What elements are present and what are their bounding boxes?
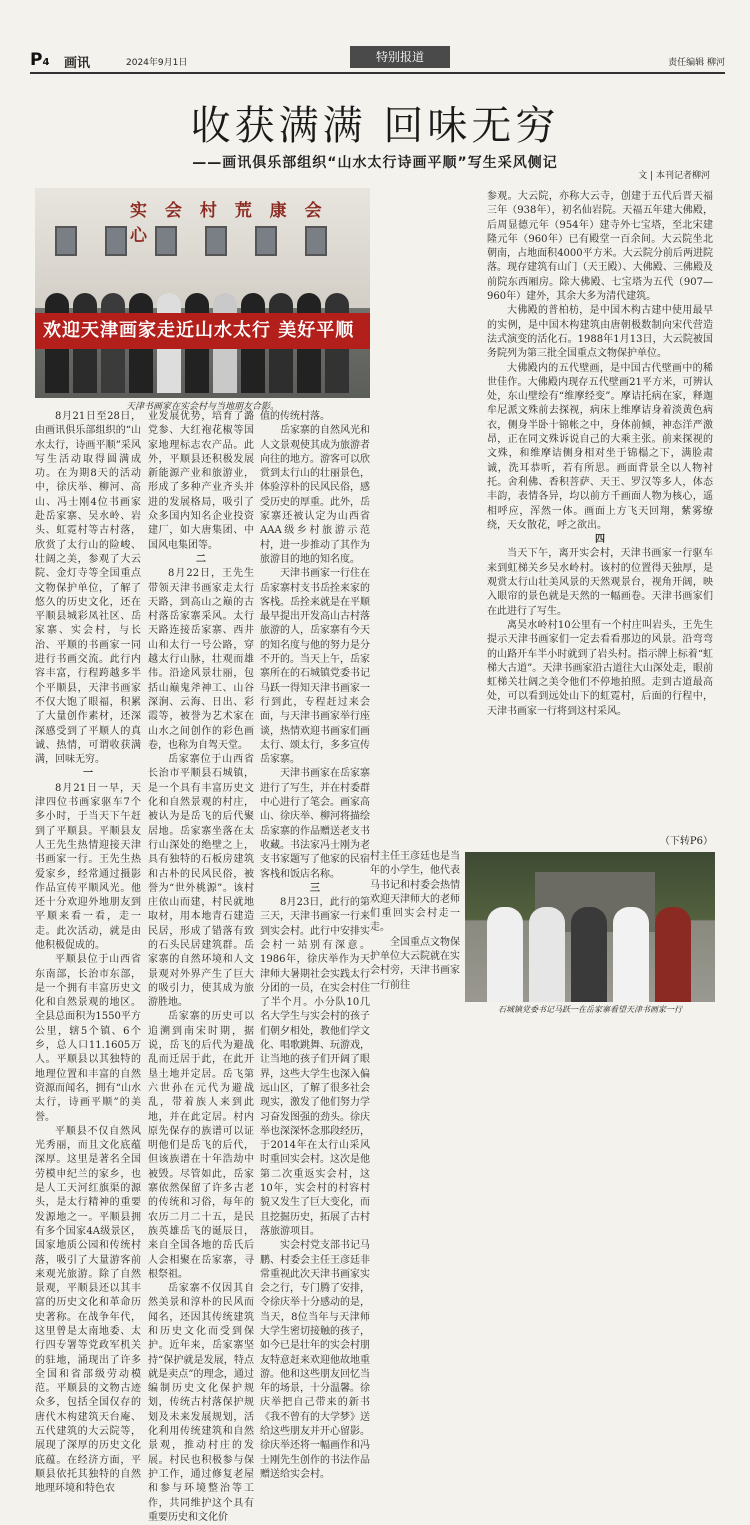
page-header <box>30 50 725 72</box>
photo-person <box>571 907 607 1002</box>
photo-person <box>529 907 565 1002</box>
page-number <box>30 50 49 70</box>
article-subtitle: ——画讯俱乐部组织“山水太行诗画平顺”写生采风侧记 <box>192 155 558 171</box>
photo-window <box>55 226 77 256</box>
paragraph: 岳家寨不仅因其自然美景和淳朴的民风而闻名，还因其传统建筑和历史文化而受到保护。近年来，岳家寨坚持“保护就是发展，特点就是卖点”的理念，通过编制历史文化保护规划，传统古村落保护规划及未来发展规划，活化利用传统建筑和自然景观，推动村庄的发展。村民也积极参与保护工作，通过修复老屋和参与环境整治等工作，共同维护这个具有重要历史和文化价 <box>148 1283 254 1523</box>
photo-window <box>155 226 177 256</box>
group-photo <box>35 188 370 398</box>
paragraph: 天津书画家一行住在岳家寨村支书岳拴来家的客栈。岳拴来就是在平顺最早提出开发高山古村落旅游的人，岳家寨有今天的知名度与他的努力是分不开的。当天上午，岳家寨所在的石城镇党委书记马跃一得知天津书画家一行到此，专程赶过来会面，与天津书画家举行座谈，热情欢迎书画家们画太行、颂太行，多多宣传岳家寨。 <box>260 568 370 766</box>
paragraph: 大佛殿的普柏枋，是中国木构古建中使用最早的实例，是中国木构建筑由唐朝极数制向宋代营造法式演变的活化石。1988年1月13日，大云院被国务院列为第三批全国重点文物保护单位。 <box>487 305 713 360</box>
paragraph: 岳家寨的历史可以追溯到南宋时期，据说，岳飞的后代为避战乱而迁居于此，在此开垦土地并定居。岳飞第六世孙在元代为避战乱，带着族人来到此地，并在此定居。村内原先保存的族谱可以证明他们是岳飞的后代，但该族谱在十年浩劫中被毁。尽管如此，岳家寨依然保留了许多古老的传统和习俗，每年的农历二月二十五，是民族英雄岳飞的诞辰日，来自全国各地的岳氏后人会相聚在岳家寨，寻根祭祖。 <box>148 1011 254 1280</box>
byline: 文 | 本刊记者柳河 <box>638 171 710 181</box>
paragraph: 8月22日，王先生带领天津书画家走太行天路，到高山之巅的古村落岳家寨采风。太行天路连接岳家寨、西井山和太行一号公路，穿越太行山脉，壮观而雄伟。沿途风景壮丽，包括山巅鬼斧神工、山谷深涧、云海、日出、彩霞等，被誉为艺术家在山水之间创作的彩色画卷，也称为自驾天堂。 <box>148 568 254 751</box>
photo-person <box>613 907 649 1002</box>
section-heading: 三 <box>310 882 320 894</box>
section-band: 特别报道 <box>350 46 450 68</box>
photo-banner: 欢迎天津画家走近山水太行 美好平顺 <box>35 313 370 349</box>
paragraph: 岳家寨的自然风光和人文景观使其成为旅游者向往的地方。游客可以欣赏到太行山的壮丽景色，体验淳朴的民风民俗，感受历史的厚重。此外，岳家寨还被认定为山西省AAA级乡村旅游示范村，进一步推动了其作为旅游目的地的知名度。 <box>260 425 370 565</box>
text-column-photo-side <box>370 850 460 1040</box>
text-column-1 <box>35 410 141 1495</box>
continued-note: （下转P6） <box>659 836 713 847</box>
paragraph: 8月21日一早，天津四位书画家驱车7个多小时，于当天下午赶到了平顺县。平顺县友人王先生热情迎接天津书画家一行。王先生热爱家乡，经常通过摄影作品宣传平顺风光。他还十分欢迎外地朋友到平顺来看一看，走一走。此次活动，就是由他积极促成的。 <box>35 782 141 951</box>
paragraph: 全国重点文物保护单位大云院就在实会村旁，天津书画家一行前往 <box>370 936 460 991</box>
article-title: 收获满满 回味无穷 <box>190 103 560 149</box>
paragraph: 参观。大云院，亦称大云寺，创建于五代后晋天福三年（938年），初名仙岩院。天福五年建大佛殿，后周显德元年（954年）建寺外七宝塔，至北宋建隆元年（960年）已有殿堂一百余间。大云院坐北朝南，占地面积4000平方米。大云院分前后两进院落。现存建筑有山门（天王殿）、大佛殿、三佛殿及前院东西厢房。除大佛殿、七宝塔为五代（907—960年）建外，其余大多为清代建筑。 <box>487 191 713 303</box>
section-heading: 四 <box>595 534 605 546</box>
paragraph: 村主任王彦廷也是当年的小学生，他代表马书记和村委会热情欢迎天津师大的老师们重回实会村走一走。 <box>370 851 460 934</box>
photo-person <box>655 907 691 1002</box>
page-number-digit: 4 <box>42 57 50 68</box>
paragraph: 值的传统村落。 <box>260 411 330 422</box>
text-column-3 <box>260 410 370 1480</box>
page-number-letter: P <box>30 50 43 70</box>
text-column-5 <box>487 190 713 845</box>
photo-window <box>255 226 277 256</box>
paragraph: 天津书画家在岳家寨进行了写生，并在村委群中心进行了笔会。画家高山、徐庆举、柳河将描绘岳家寨的作品赠送老支书收藏。书法家冯士刚为老支书家题写了他家的民宿客栈和饭店名称。 <box>260 768 370 880</box>
paragraph: 当天下午，离开实会村，天津书画家一行驱车来到虹梯关乡吴水岭村。该村的位置得天独厚，是观赏太行山壮美风景的天然观景台，视角开阔，映入眼帘的景色就是天然的一幅画卷。天津书画家们在此进行了写生。 <box>487 548 713 617</box>
paragraph: 8月23日，此行的第三天，天津书画家一行来到实会村。此行中安排实会村一站别有深意。1986年，徐庆举作为天津师大暑期社会实践太行分团的一员，在实会村住了半个月。小分队10几名大学生与实会村的孩子们朝夕相处，教他们学文化、唱歌跳舞、玩游戏，让当地的孩子们开阔了眼界，这些大学生也深入偏远山区，了解了很多社会现实，激发了他们努力学习奋发图强的劲头。徐庆举也深深怀念那段经历，于2014年在太行山采风时重回实会村。这次是他第二次重返实会村，这10年，实会村的村容村貌又发生了巨大变化，而且挖掘历史，拓展了古村落旅游项目。 <box>260 897 370 1237</box>
paragraph: 平顺县位于山西省东南部，长治市东部，是一个拥有丰富历史文化和自然景观的地区。全县总面积为1550平方公里，辖5个镇、6个乡，总人口11.1605万人。平顺县以其独特的地理位置和丰富的自然资源而闻名，拥有“山水太行，诗画平顺”的美誉。 <box>35 954 141 1123</box>
visit-photo <box>465 852 715 1002</box>
photo-window <box>105 226 127 256</box>
paragraph: 平顺县不仅自然风光秀丽，而且文化底蕴深厚。这里是著名全国劳模申纪兰的家乡，也是人工天河红旗渠的源头，是太行精神的重要发源地之一。平顺县拥有多个国家4A级景区，国家地质公园和传统村落，吸引了大量游客前来观光旅游。除了自然景观，平顺县还以其丰富的历史文化和革命历史著称。在战争年代，这里曾是太南地委、太行四专署等党政军机关的驻地，涌现出了许多全国和省部级劳动模范。平顺县的文物古迹众多，包括全国仅存的唐代木构建筑天台庵、五代建筑的大云院等，展现了深厚的历史文化底蕴。在经济方面，平顺县依托其独特的自然地理环境和特色农 <box>35 1125 141 1495</box>
photo-person <box>487 907 523 1002</box>
section-heading: 一 <box>83 768 93 780</box>
section-name: 画讯 <box>64 56 91 71</box>
paragraph: 离吴水岭村10公里有一个村庄叫岩头，王先生提示天津书画家们一定去看看那边的风景。沿弯弯的山路开车半小时就到了岩头村。指示牌上标着“虹梯大古道”。天津书画家沿古道往大山深处走，眼前虹梯关壮阔之美令他们不停地拍照。走到古道最高处，可以看到远处山下的虹霓村，后面的行程中，天津书画家一行将到这村采风。 <box>487 619 713 717</box>
text-column-2 <box>148 410 254 1523</box>
photo-caption: 天津书画家在实会村与当地朋友合影。 <box>125 402 279 412</box>
photo-window <box>305 226 327 256</box>
photo-caption: 石城镇党委书记马跃一在岳家寨看望天津书画家一行 <box>498 1005 682 1014</box>
paragraph: 8月21日至28日，由画讯俱乐部组织的“山水太行，诗画平顺”采风写生活动取得圆满成功。在为期8天的活动中，徐庆举、柳河、高山、冯士刚4位书画家赴岳家寨、吴水岭、岩头、虹霓村等古村落，欣赏了太行山的险峻、壮阔之美，参观了大云院、金灯寺等全国重点文物保护单位，了解了悠久的历史文化，还在平顺县城彩凤社区、岳家寨、实会村，与长治、平顺的书画家一同进行书画交流。此行内容丰富，行程跨越多半个平顺县，天津书画家不仅大饱了眼福，积累了大量创作素材，还深深感受到了平顺人的真诚、热情，可谓收获满满，回味无穷。 <box>35 411 141 766</box>
photo-building-sign: 实 会 村 荒 康 会 心 <box>130 201 328 246</box>
paragraph: 大佛殿内的五代壁画，是中国古代壁画中的稀世佳作。大佛殿内现存五代壁画21平方米，可辨认处，东山壁绘有“维摩经变”。摩诘托病在家，释迦牟尼派文殊前去探视，病床上维摩诘身着淡黄色病衣，侧身半卧十锦帐之中，身体前倾，神态洋严激昂，正在同文殊诉说自己的大乘主张。前来探视的文殊，和维摩诘侧身相对坐于锦榻之下，满脸肃诚，洗耳恭听，若有所思。画面背景全以人物衬托。舍利佛、香积菩萨、天王、罗汉等多人，体态丰韵，表情各异，均以前方千画面人物为核心，遥相呼应，浑然一体。画面上方飞天回翔，紫雾缭绕，天女散花，呼之欲出。 <box>487 362 713 531</box>
paragraph: 岳家寨位于山西省长治市平顺县石城镇，是一个具有丰富历史文化和自然景观的村庄，被认为是岳飞的后代聚居地。岳家寨坐落在太行山深处的绝壁之上，具有独特的石板房建筑和古朴的民风民俗，被誉为“世外桃源”。该村庄依山而建，村民就地取材，用本地青石建造民居，形成了错落有致的石头民居建筑群。岳家寨的自然环境和人文景观对外界产生了巨大的吸引力，使其成为旅游胜地。 <box>148 754 254 1009</box>
section-heading: 二 <box>196 553 206 565</box>
header-rule <box>30 72 725 74</box>
issue-date: 2024年9月1日 <box>126 58 188 68</box>
paragraph: 业发展优势，培育了潞党参、大红袍花椒等国家地理标志农产品。此外，平顺县还积极发展新能源产业和旅游业，形成了多种产业齐头并进的发展格局，吸引了众多国内知名企业投资建厂，如大唐集团、中国风电集团等。 <box>148 411 254 551</box>
paragraph: 实会村党支部书记马鹏、村委会主任王彦廷非常重视此次天津书画家实会之行，专门腾了安排，令徐庆举十分感动的是，当天，8位当年与天津师大学生密切接触的孩子，如今已是壮年的实会村朋友特意赶来欢迎他故地重游。他和这些朋友回忆当年的场景，十分温馨。徐庆举把自己带来的新书《我不曾有的大学梦》送给这些朋友并开心留影。徐庆举还将一幅画作和冯士刚先生创作的书法作品赠送给实会村。 <box>260 1240 370 1480</box>
editor-credit: 责任编辑 柳河 <box>668 58 725 68</box>
photo-window <box>205 226 227 256</box>
